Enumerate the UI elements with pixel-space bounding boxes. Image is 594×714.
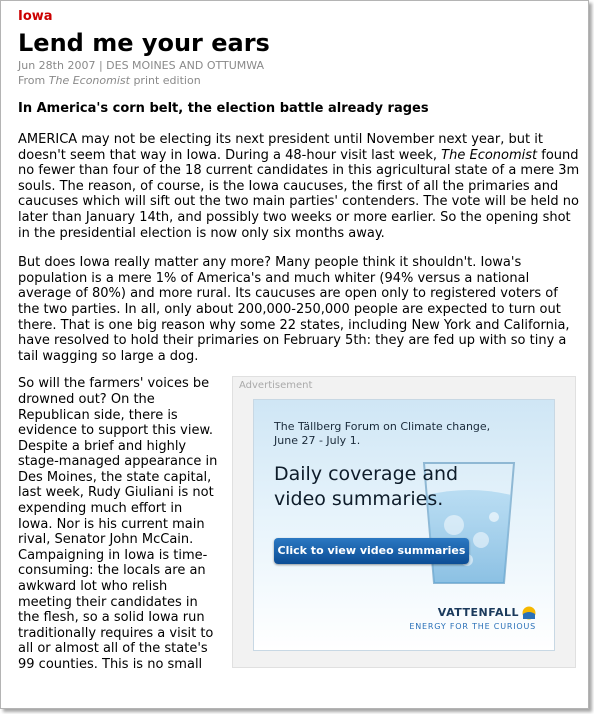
ad-headline-line-2: video summaries. bbox=[274, 488, 444, 511]
ad-brand-name bbox=[409, 606, 536, 620]
ad-headline-line-1: Daily coverage and bbox=[274, 463, 459, 486]
paragraph-3: So will the farmers' voices be drowned out? On the Republican side, there is evidence to support this view. Despite a brief and highly stage-managed appearance in Des Moines, the state capital, last week, Rudy Giuliani is not expending much effort in Iowa. Nor is his current main rival, Senator John McCain. Campaigning in Iowa is time-consuming: the locals are an awkward lot who relish meeting their candidates in the flesh, so a solid Iowa run traditionally requires a visit to all or almost all of the state's 99 counties. This is no small bbox=[18, 376, 218, 672]
paragraph-1-publication: The Economist bbox=[441, 147, 538, 163]
article-content bbox=[18, 8, 580, 673]
source-line bbox=[18, 73, 580, 88]
article-title: Lend me your ears bbox=[18, 29, 270, 57]
ad-wrap-section bbox=[18, 376, 580, 672]
source-suffix: print edition bbox=[129, 74, 201, 87]
vattenfall-logo-icon bbox=[522, 606, 536, 620]
ad-forum-line-2: June 27 - July 1. bbox=[274, 434, 361, 448]
paragraph-1 bbox=[18, 132, 580, 241]
source-publication: The Economist bbox=[48, 74, 130, 87]
ad-banner[interactable] bbox=[253, 399, 555, 651]
paragraph-2: But does Iowa really matter any more? Many people think it shouldn't. Iowa's population is a mere 1% of America's and much whiter (94% versus a national average of 80%) and more rural. Its caucuses are open only to registered voters of the two parties. In all, only about 200,000-250,000 people are expected to turn out there. That is one big reason why some 22 states, including New York and California, have resolved to hold their primaries on February 5th: they are fed up with so tiny a tail wagging so large a dog. bbox=[18, 255, 570, 364]
advertisement-label: Advertisement bbox=[239, 380, 313, 392]
ad-cta-button[interactable]: Click to view video summaries bbox=[274, 538, 469, 564]
advertisement-box bbox=[232, 376, 576, 668]
source-prefix: From bbox=[18, 74, 49, 87]
dateline: Jun 28th 2007 | DES MOINES AND OTTUMWA bbox=[18, 59, 265, 72]
article-rubric: In America's corn belt, the election battle already rages bbox=[18, 101, 429, 116]
ad-forum-line-1: The Tällberg Forum on Climate change, bbox=[274, 420, 491, 434]
ad-forum-text bbox=[274, 420, 534, 448]
section-link[interactable]: Iowa bbox=[18, 9, 53, 24]
ad-tagline: ENERGY FOR THE CURIOUS bbox=[409, 622, 536, 632]
paragraph-1-a: AMERICA may not be electing its next president until November next year, but it doesn't seem that way in Iowa. During a 48-hour visit last week, bbox=[18, 132, 543, 163]
ad-headline bbox=[274, 462, 504, 512]
ad-brand-name-text: VATTENFALL bbox=[437, 606, 519, 620]
paragraph-1-b: found no fewer than four of the 18 current candidates in this agricultural state of a mere 3m souls. The reason, of course, is the Iowa caucuses, the first of all the primaries and caucuses which will sift out the two main parties' contenders. The vote will be held no later than January 14th, and possibly two weeks or more earlier. So the opening shot in the presidential election is now only six months away. bbox=[18, 147, 580, 241]
ad-brand bbox=[409, 606, 536, 631]
